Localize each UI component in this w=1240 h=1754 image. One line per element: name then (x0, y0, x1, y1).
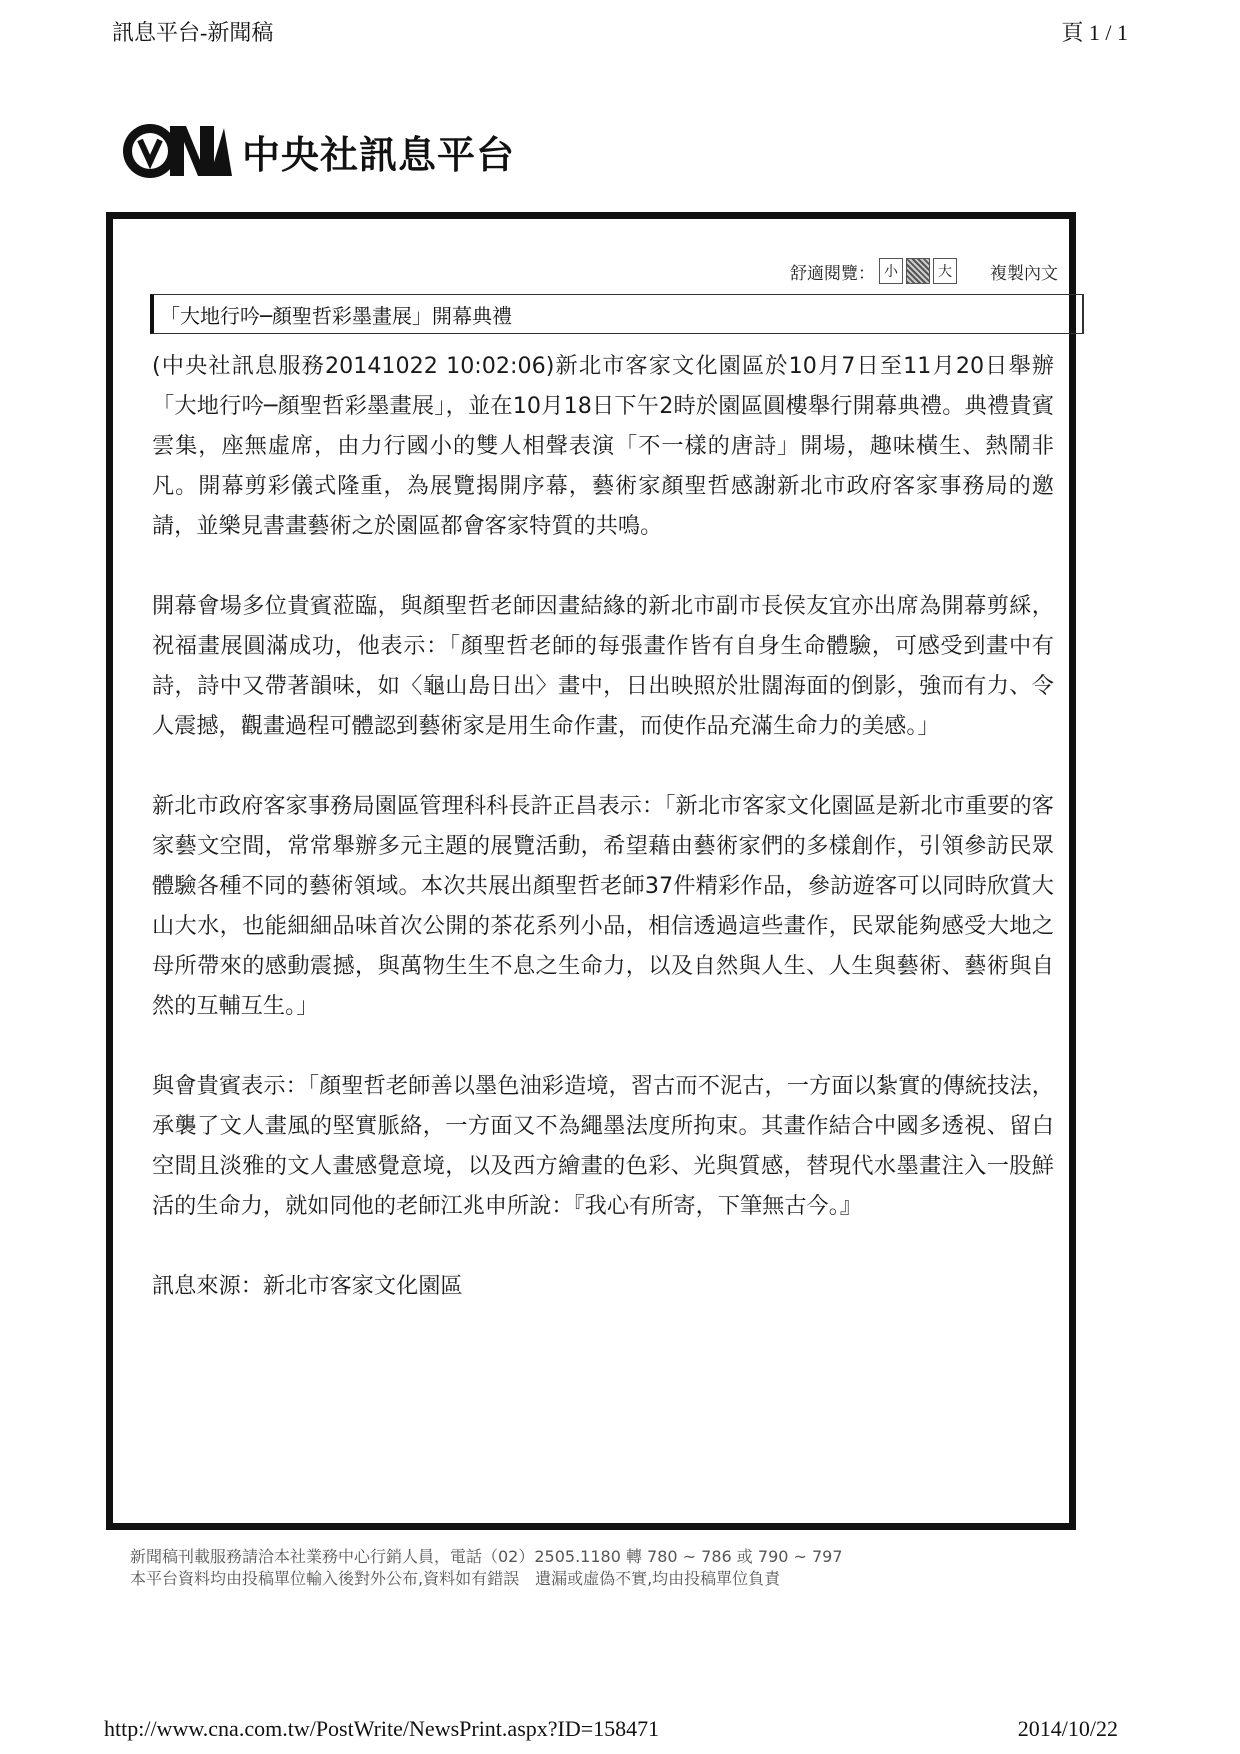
copy-text-link[interactable]: 複製內文 (990, 263, 1058, 284)
cna-logo-icon (120, 118, 232, 184)
font-size-medium-button[interactable] (906, 258, 930, 284)
font-size-small-button[interactable]: 小 (879, 258, 903, 284)
logo-text: 中央社訊息平台 (242, 132, 516, 177)
notice-line-1: 新聞稿刊載服務請洽本社業務中心行銷人員，電話（02）2505.1180 轉 780 ~ 786 或 790 ~ 797 (130, 1547, 843, 1566)
comfort-reading-label: 舒適閱覽： (790, 263, 875, 284)
print-header-page: 頁 1 / 1 (1061, 20, 1128, 45)
article-body (152, 346, 1054, 1346)
notice-line-2: 本平台資料均由投稿單位輸入後對外公布,資料如有錯誤 遺漏或虛偽不實,均由投稿單位負責 (130, 1569, 781, 1588)
article-paragraph: 與會貴賓表示：「顏聖哲老師善以墨色油彩造境，習古而不泥古，一方面以紮實的傳統技法，承襲了文人畫風的堅實脈絡，一方面又不為繩墨法度所拘束。其畫作結合中國多透視、留白空間且淡雅的文人畫感覺意境，以及西方繪畫的色彩、光與質感，替現代水墨畫注入一股鮮活的生命力，就如同他的老師江兆申所說：『我心有所寄，下筆無古今。』 (152, 1073, 1054, 1219)
notice (130, 1546, 843, 1590)
print-header-title: 訊息平台-新聞稿 (112, 20, 274, 45)
reading-toolbar (790, 255, 1058, 287)
font-size-large-button[interactable]: 大 (933, 258, 957, 284)
article-paragraph: (中央社訊息服務20141022 10:02:06)新北市客家文化園區於10月7日至11月20日舉辦「大地行吟─顏聖哲彩墨畫展」，並在10月18日下午2時於園區圓樓舉行開幕典禮。典禮貴賓雲集，座無虛席，由力行國小的雙人相聲表演「不一樣的唐詩」開場，趣味橫生、熱鬧非凡。開幕剪彩儀式隆重，為展覽揭開序幕，藝術家顏聖哲感謝新北市政府客家事務局的邀請，並樂見書畫藝術之於園區都會客家特質的共鳴。 (152, 353, 1054, 539)
article-paragraph: 新北市政府客家事務局園區管理科科長許正昌表示：「新北市客家文化園區是新北市重要的客家藝文空間，常常舉辦多元主題的展覽活動，希望藉由藝術家們的多樣創作，引領參訪民眾體驗各種不同的藝術領域。本次共展出顏聖哲老師37件精彩作品，參訪遊客可以同時欣賞大山大水，也能細細品味首次公開的茶花系列小品，相信透過這些畫作，民眾能夠感受大地之母所帶來的感動震撼，與萬物生生不息之生命力，以及自然與人生、人生與藝術、藝術與自然的互輔互生。」 (152, 793, 1054, 1019)
article-title: 「大地行吟─顏聖哲彩墨畫展」開幕典禮 (150, 294, 1084, 334)
article-paragraph: 開幕會場多位貴賓蒞臨，與顏聖哲老師因畫結緣的新北市副市長侯友宜亦出席為開幕剪綵，祝福畫展圓滿成功，他表示：「顏聖哲老師的每張畫作皆有自身生命體驗，可感受到畫中有詩，詩中又帶著韻味，如〈龜山島日出〉畫中，日出映照於壯闊海面的倒影，強而有力、令人震撼，觀畫過程可體認到藝術家是用生命作畫，而使作品充滿生命力的美感。」 (152, 593, 1054, 739)
print-footer-url: http://www.cna.com.tw/PostWrite/NewsPrint.aspx?ID=158471 (104, 1716, 660, 1741)
cna-logo (120, 116, 515, 186)
article-source: 訊息來源：新北市客家文化園區 (152, 1273, 463, 1299)
print-footer-date: 2014/10/22 (1017, 1716, 1118, 1741)
